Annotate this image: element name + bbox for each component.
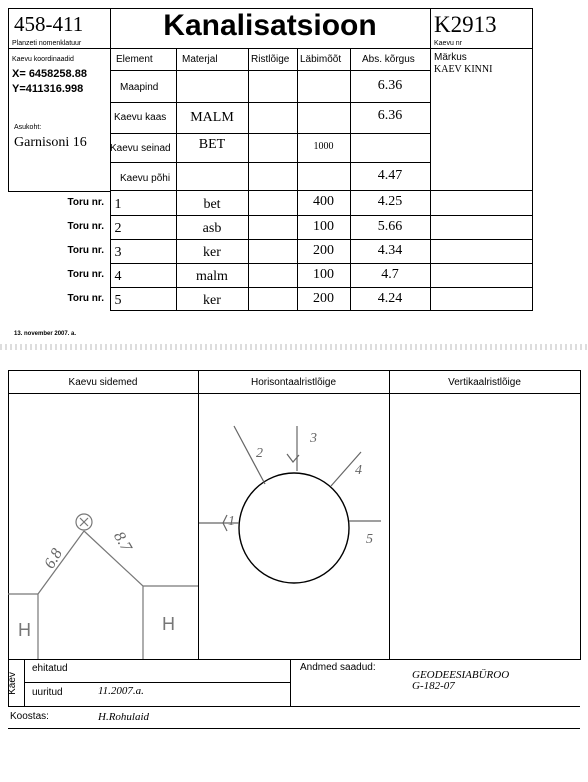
table-row-height: 6.36	[377, 107, 403, 123]
pipe-diameter: 100	[313, 267, 334, 282]
pipe-material: bet	[203, 197, 221, 212]
data-from-code: G-182-07	[412, 680, 455, 692]
panel-title-horizontal: Horisontaalristlõige	[250, 377, 337, 388]
pipe-no: 5	[114, 293, 122, 308]
table-row-material: MALM	[190, 109, 234, 125]
house-right-label: H	[162, 614, 175, 634]
table-row-element: Kaevu põhi	[120, 173, 171, 184]
pipe-material: ker	[203, 245, 221, 260]
print-date: 13. november 2007. a.	[14, 331, 77, 337]
well-label: Kaev	[6, 672, 18, 695]
panel-title-vertical: Vertikaalristlõige	[448, 377, 521, 388]
table-row-element: Kaevu kaas	[114, 112, 167, 123]
pipe-material: ker	[203, 293, 221, 308]
pipe-label: Toru nr.	[67, 221, 104, 232]
pipe-material: asb	[202, 221, 222, 236]
page-title: Kanalisatsioon	[163, 9, 377, 42]
pipe-height: 4.25	[377, 194, 403, 209]
well-number-caption: Kaevu nr	[434, 40, 463, 47]
pipe-no: 3	[114, 245, 122, 260]
col-header-diameter: Läbimõõt	[300, 54, 342, 65]
data-from-label: Andmed saadud:	[300, 662, 376, 673]
compiled-value: H.Rohulaid	[98, 711, 150, 723]
data-from-value: GEODEESIABÜROO	[412, 669, 510, 681]
pipe-3-label: 3	[310, 431, 317, 446]
distance-left-label: 6.8	[41, 545, 66, 572]
well-number: K2913	[434, 12, 497, 37]
table-row-material: BET	[198, 136, 226, 152]
col-header-material: Materjal	[182, 54, 218, 65]
col-header-cross: Ristlõige	[251, 54, 290, 65]
pipe-no: 4	[114, 269, 122, 284]
surveyed-label: uuritud	[32, 687, 63, 698]
sheet-number: 458-411	[14, 12, 84, 36]
pipe-5-label: 5	[366, 532, 373, 547]
distance-right-label: 8.7	[110, 528, 135, 555]
coord-y: Y=411316.998	[12, 83, 84, 95]
panel-title-connections: Kaevu sidemed	[68, 377, 138, 388]
pipe-1-label: 1	[228, 514, 235, 529]
table-row-element: Maapind	[120, 82, 159, 93]
pipe-diameter: 400	[313, 194, 334, 209]
sheet-number-caption: Planzeti nomenklatuur	[12, 40, 82, 47]
pipe-height: 4.7	[381, 267, 399, 282]
pipe-label: Toru nr.	[67, 245, 104, 256]
pipe-height: 4.24	[377, 291, 403, 306]
table-row-height: 4.47	[377, 168, 403, 183]
address-caption: Asukoht:	[14, 124, 42, 131]
pipe-height: 4.34	[377, 243, 403, 258]
pipe-height: 5.66	[377, 219, 403, 234]
pipe-diameter: 200	[313, 291, 334, 306]
col-header-note: Märkus	[434, 52, 467, 63]
pipe-4-label: 4	[355, 463, 362, 478]
coords-caption: Kaevu koordinaadid	[12, 56, 74, 63]
scan-edge	[0, 344, 588, 350]
pipe-label: Toru nr.	[67, 197, 104, 208]
col-header-element: Element	[116, 54, 153, 65]
pipe-diameter: 100	[313, 219, 334, 234]
house-left-label: H	[18, 620, 31, 640]
pipe-no: 1	[114, 197, 122, 212]
note-value: KAEV KINNI	[434, 64, 493, 75]
well-circle	[239, 473, 349, 583]
coord-x: X= 6458258.88	[12, 68, 87, 80]
address-value: Garnisoni 16	[14, 135, 87, 150]
pipe-label: Toru nr.	[67, 269, 104, 280]
pipe-no: 2	[114, 221, 122, 236]
pipe-2-label: 2	[256, 446, 263, 461]
surveyed-value: 11.2007.a.	[98, 685, 144, 697]
built-label: ehitatud	[32, 663, 68, 674]
compiled-label: Koostas:	[10, 711, 49, 722]
col-header-height: Abs. kõrgus	[362, 54, 415, 65]
table-row-element: Kaevu seinad	[110, 143, 171, 154]
table-row-diameter: 1000	[313, 141, 334, 152]
pipe-label: Toru nr.	[67, 293, 104, 304]
pipe-material: malm	[196, 269, 228, 284]
table-row-height: 6.36	[377, 78, 403, 93]
pipe-diameter: 200	[313, 243, 334, 258]
